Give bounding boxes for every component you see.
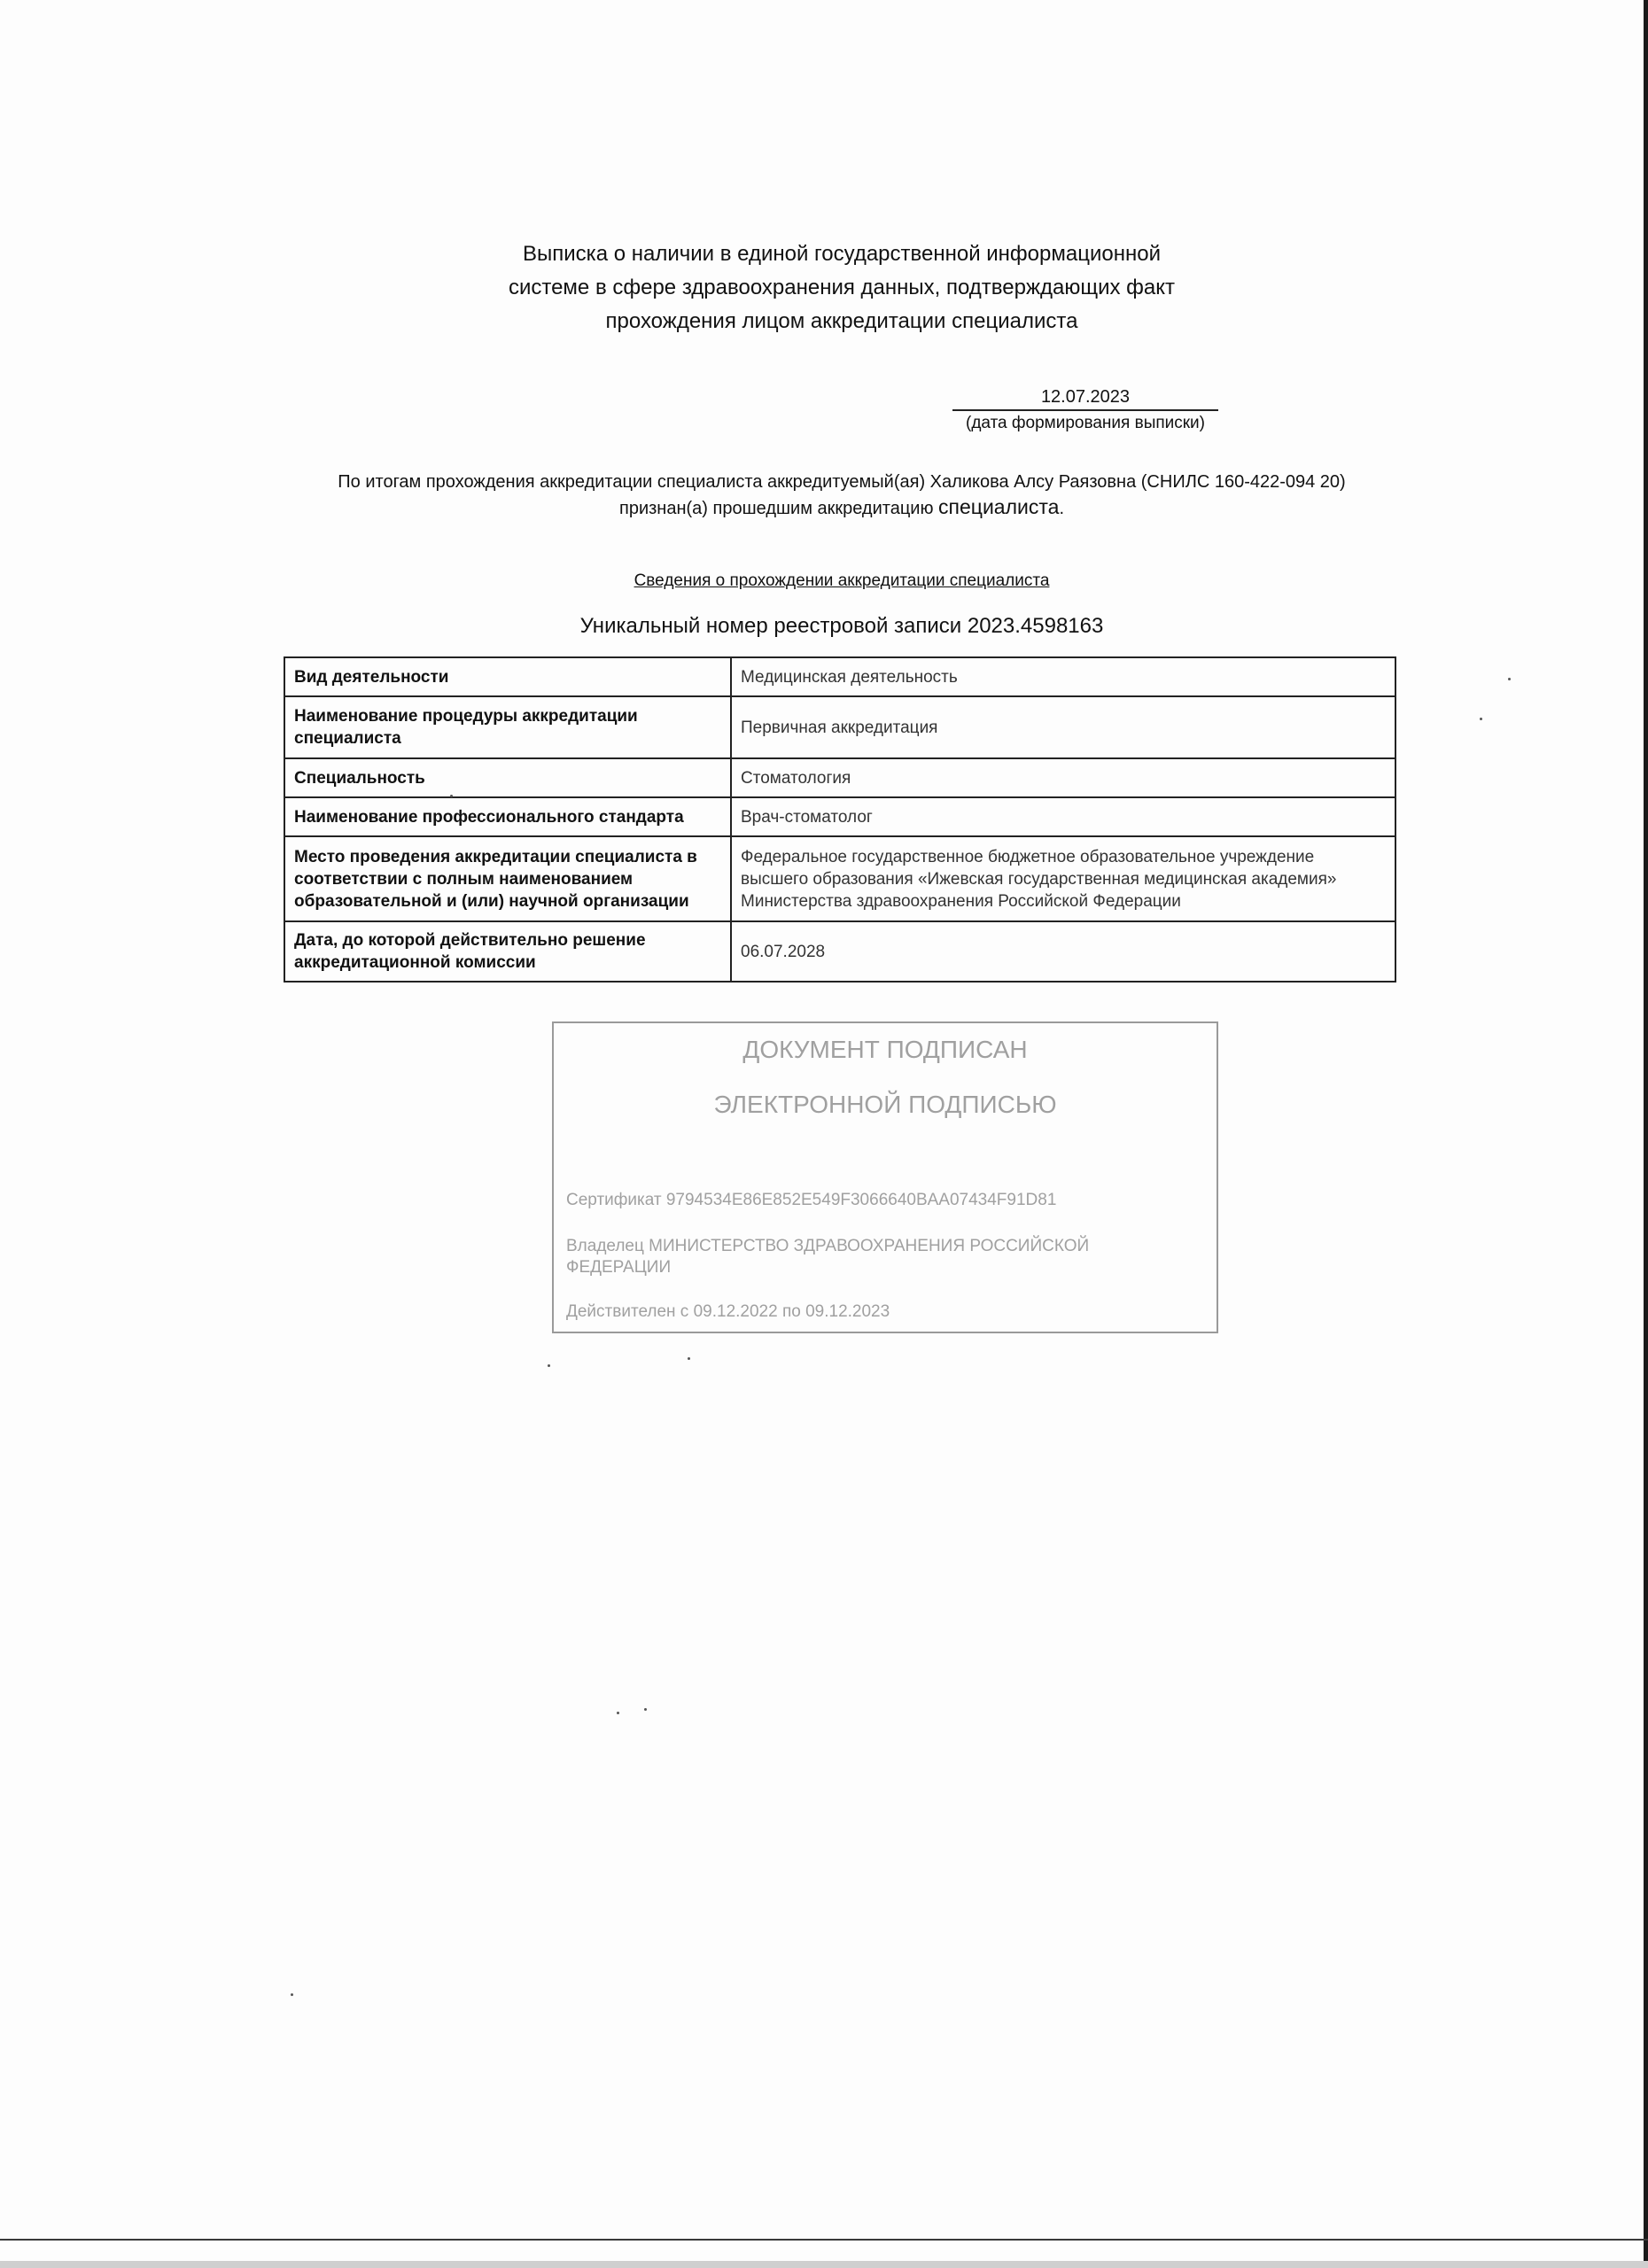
accreditation-table — [284, 656, 1396, 983]
scan-speck — [548, 1364, 550, 1367]
scan-edge-bottom — [0, 2261, 1648, 2268]
table-row — [284, 657, 1395, 696]
intro-line-2 — [266, 494, 1418, 521]
table-row — [284, 758, 1395, 797]
title-line: Выписка о наличии в единой государственной информационной — [523, 242, 1161, 266]
stamp-line-2: ЭЛЕКТРОННОЙ ПОДПИСЬЮ — [713, 1091, 1057, 1118]
scan-speck — [1508, 678, 1511, 680]
table-row — [284, 797, 1395, 836]
record-number: Уникальный номер реестровой записи 2023.4598163 — [579, 614, 1104, 638]
intro-line-2-end: . — [1059, 499, 1064, 518]
scan-edge-bottom-line — [0, 2239, 1648, 2241]
date-block — [952, 384, 1218, 436]
table-key: Место проведения аккредитации специалиста в соответствии с полным наименованием образовательной и (или) научной организации — [284, 836, 731, 921]
document-title — [381, 237, 1302, 338]
table-key: Наименование процедуры аккредитации специалиста — [284, 696, 731, 758]
stamp-valid: Действителен с 09.12.2022 по 09.12.2023 — [566, 1302, 890, 1321]
table-value: 06.07.2028 — [731, 921, 1395, 982]
table-value: Медицинская деятельность — [731, 657, 1395, 696]
title-line: системе в сфере здравоохранения данных, подтверждающих факт — [508, 276, 1176, 299]
table-row — [284, 921, 1395, 982]
issue-date: 12.07.2023 — [952, 384, 1218, 411]
intro-line-1: По итогам прохождения аккредитации специалиста аккредитуемый(ая) Халикова Алсу Раязовна (СНИЛС 160-422-094 20) — [338, 472, 1346, 492]
stamp-owner: Владелец МИНИСТЕРСТВО ЗДРАВООХРАНЕНИЯ РОССИЙСКОЙ ФЕДЕРАЦИИ — [566, 1237, 1090, 1277]
table-value: Первичная аккредитация — [731, 696, 1395, 758]
scan-speck — [644, 1708, 647, 1711]
title-line: прохождения лицом аккредитации специалиста — [605, 309, 1078, 333]
section-title: Сведения о прохождении аккредитации специалиста — [634, 571, 1050, 590]
table-key: Специальность — [284, 758, 731, 797]
scan-speck — [688, 1357, 690, 1360]
intro-paragraph — [266, 470, 1418, 521]
table-key: Дата, до которой действительно решение аккредитационной комиссии — [284, 921, 731, 982]
table-value: Стоматология — [731, 758, 1395, 797]
scan-edge-right — [1644, 0, 1648, 2268]
issue-date-caption: (дата формирования выписки) — [966, 414, 1205, 432]
intro-line-2-emphasis: специалиста — [938, 495, 1060, 518]
scan-speck — [291, 1993, 293, 1996]
table-value: Федеральное государственное бюджетное образовательное учреждение высшего образования «Ижевская государственная медицинская академия» Министерства здравоохранения Российской Федерации — [731, 836, 1395, 921]
table-key: Вид деятельности — [284, 657, 731, 696]
intro-line-2-text: признан(а) прошедшим аккредитацию — [619, 499, 939, 518]
stamp-certificate: Сертификат 9794534E86E852E549F3066640BAA07434F91D81 — [566, 1191, 1057, 1209]
table-key: Наименование профессионального стандарта — [284, 797, 731, 836]
electronic-signature-stamp — [552, 1021, 1218, 1333]
scan-speck — [617, 1712, 619, 1714]
stamp-line-1: ДОКУМЕНТ ПОДПИСАН — [742, 1036, 1028, 1063]
table-row — [284, 836, 1395, 921]
scan-speck — [450, 795, 453, 797]
scan-speck — [1480, 718, 1482, 720]
table-value: Врач-стоматолог — [731, 797, 1395, 836]
table-row — [284, 696, 1395, 758]
